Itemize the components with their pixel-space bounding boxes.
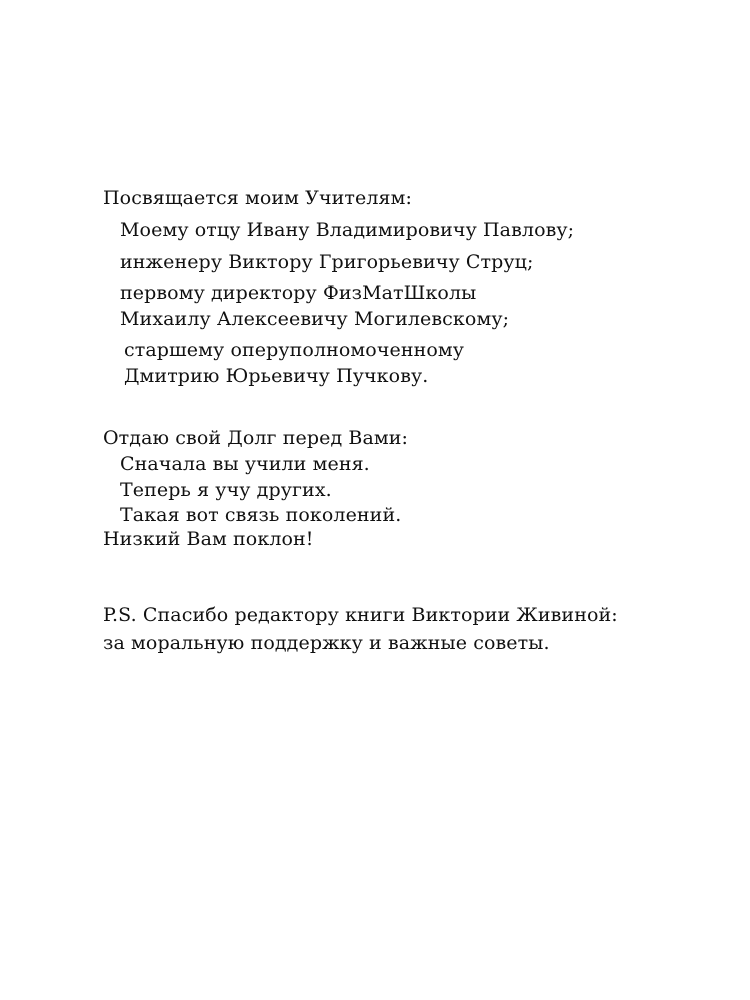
postscript-line: P.S. Спасибо редактору книги Виктории Живиной: (103, 604, 618, 626)
debt-line: Такая вот связь поколений. (120, 504, 402, 526)
dedication-heading: Посвящается моим Учителям: (103, 187, 412, 209)
debt-heading: Отдаю свой Долг перед Вами: (103, 427, 409, 449)
postscript-line: за моральную поддержку и важные советы. (103, 632, 550, 654)
debt-line: Теперь я учу других. (120, 479, 332, 501)
debt-line: Сначала вы учили меня. (120, 453, 370, 475)
dedication-line: Моему отцу Ивану Владимировичу Павлову; (120, 219, 575, 241)
dedication-line: инженеру Виктору Григорьевичу Струц; (120, 251, 534, 273)
dedication-line: первому директору ФизМатШколы (120, 282, 477, 304)
dedication-line: старшему оперуполномоченному (124, 339, 465, 361)
closing-line: Низкий Вам поклон! (103, 528, 314, 550)
dedication-line: Михаилу Алексеевичу Могилевскому; (120, 308, 510, 330)
dedication-line: Дмитрию Юрьевичу Пучкову. (124, 365, 429, 387)
